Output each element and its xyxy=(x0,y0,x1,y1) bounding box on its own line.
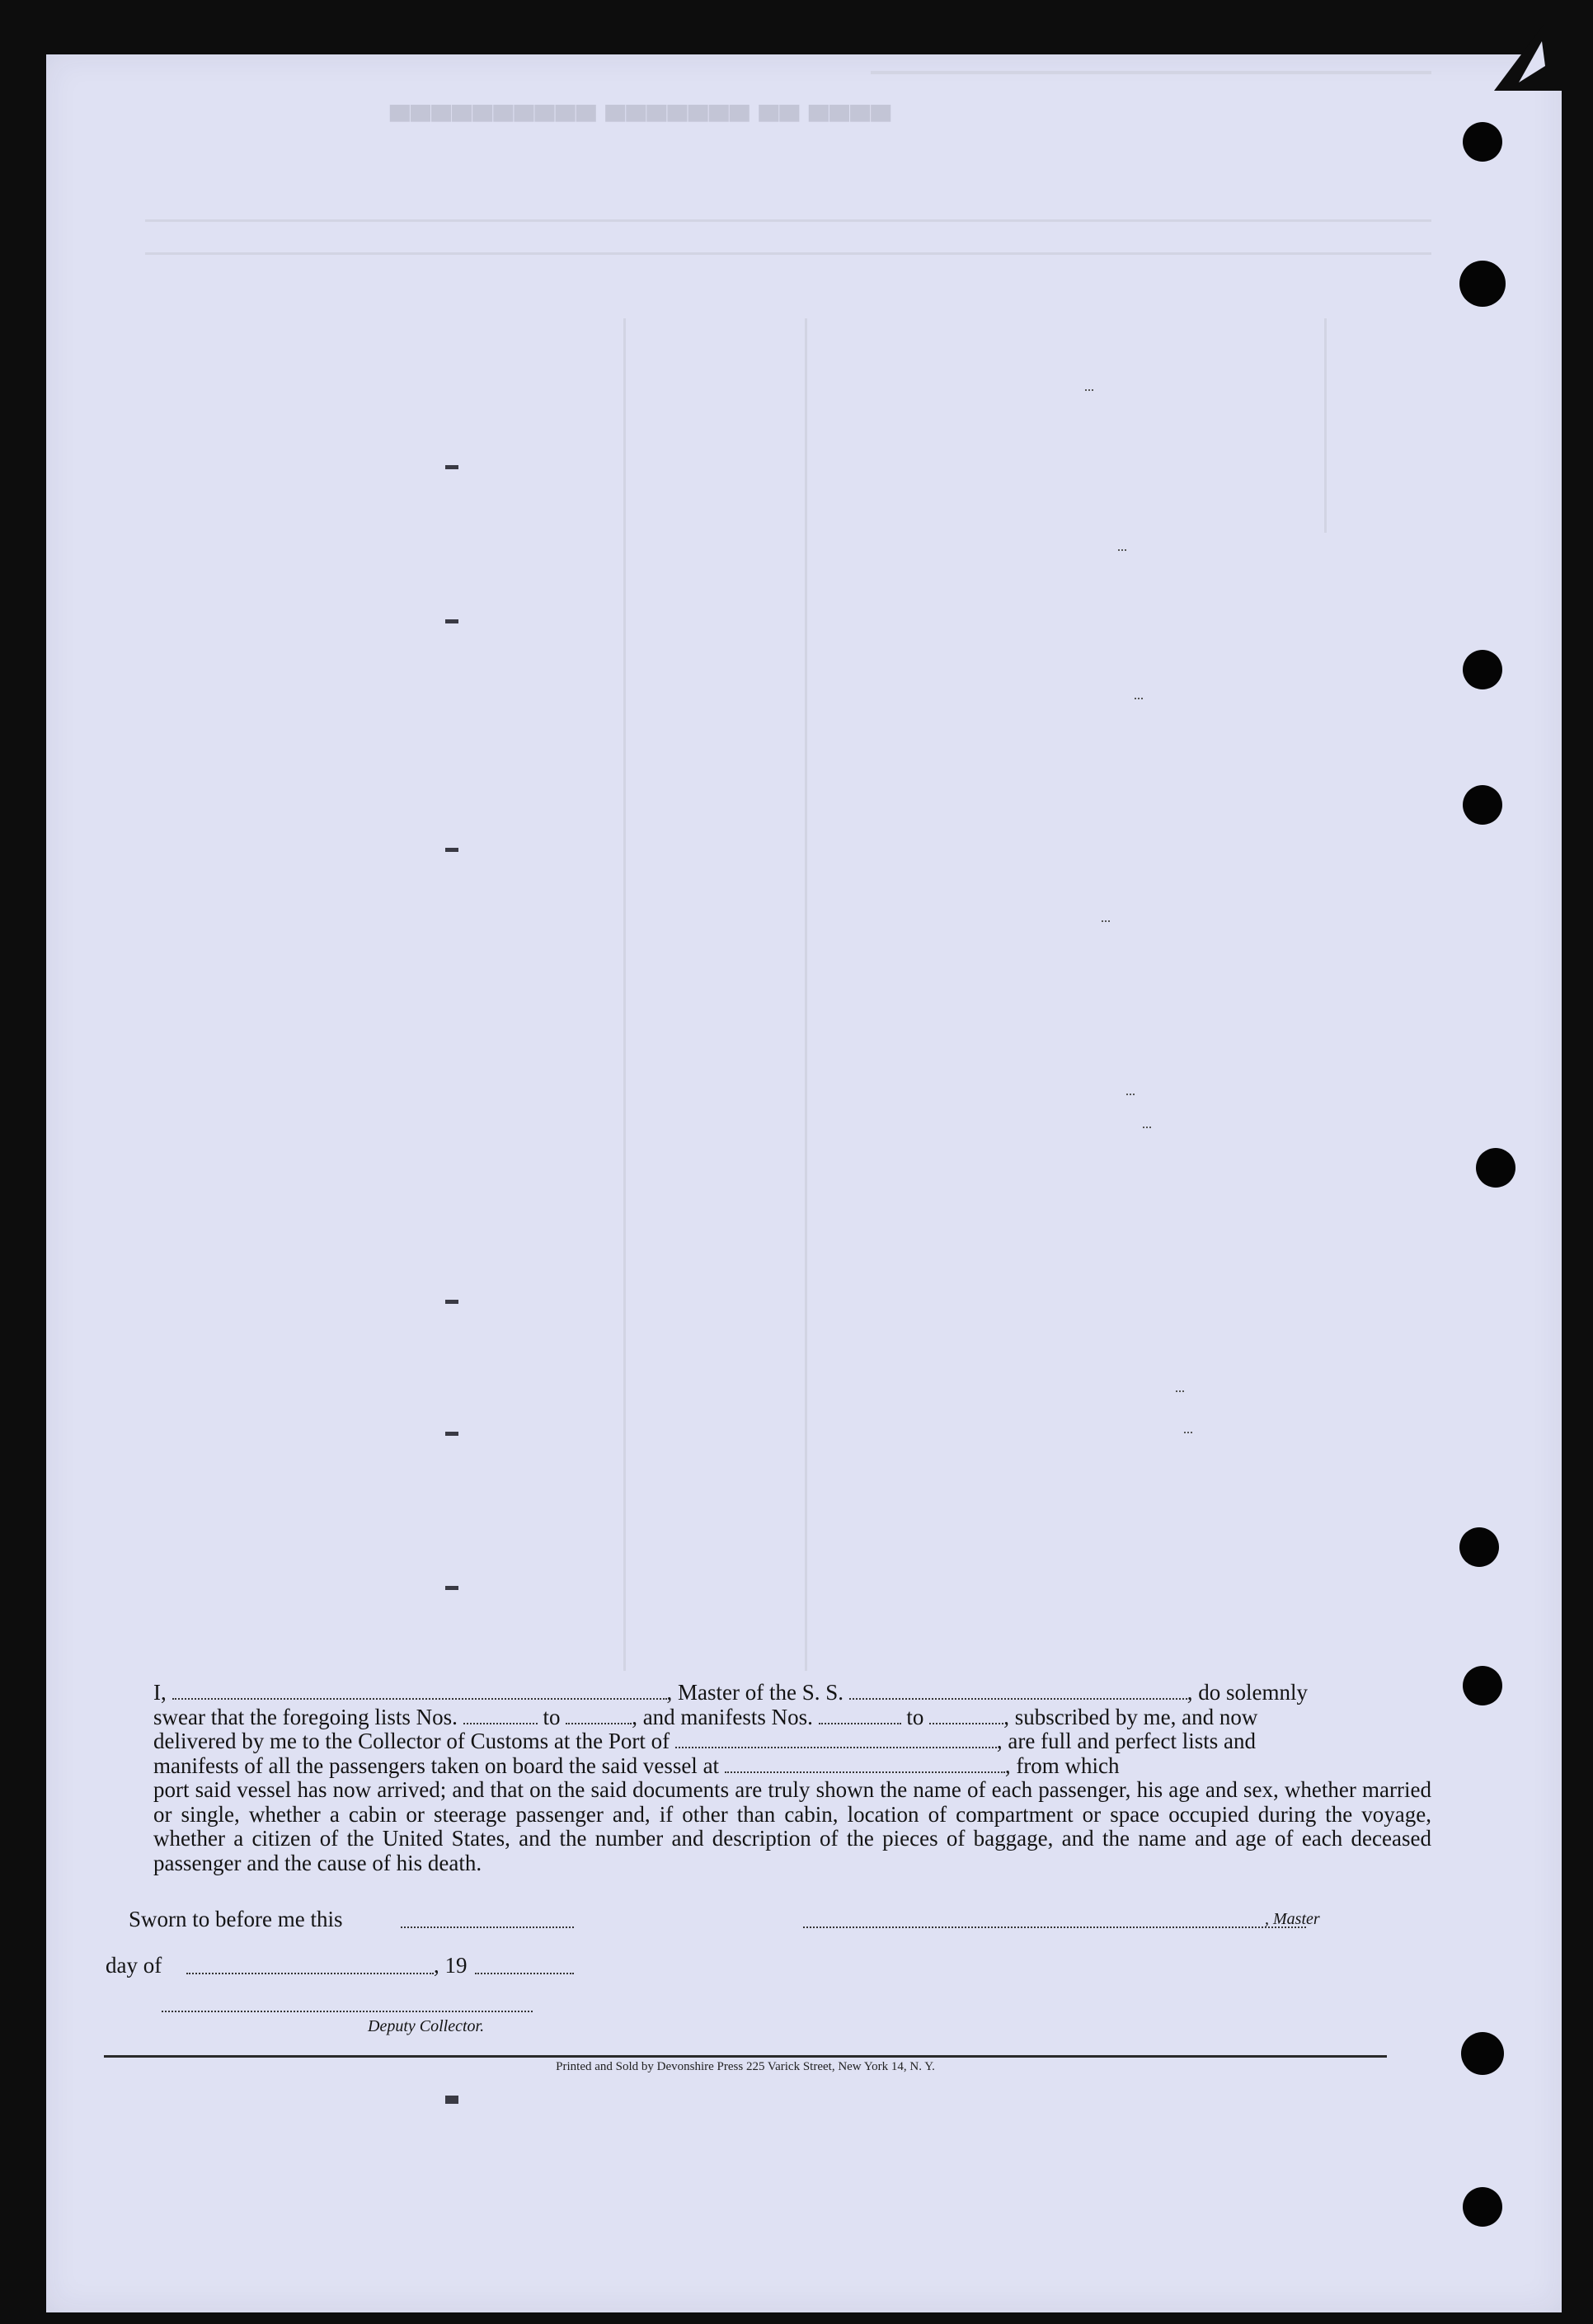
punch-hole xyxy=(1459,1527,1499,1567)
oath-text: to xyxy=(543,1704,561,1729)
oath-text: port said vessel has now arrived; and that on the said documents are truly shown the name of each passenger, his age and sex, whether married or single, whether a cabin or steerage passenger and, if other than cabin, location of compartment or space occupied during the voyage, whether a citizen of the United States, and the number and description of the pieces of baggage, and the name and age of each deceased passenger and the cause of his death. xyxy=(153,1777,1431,1875)
bleedthrough-dot xyxy=(1135,698,1143,699)
bleedthrough-line xyxy=(871,71,1431,74)
bleedthrough-dash xyxy=(445,619,458,623)
printer-imprint: Printed and Sold by Devonshire Press 225 Varick Street, New York 14, N. Y. xyxy=(556,2060,935,2073)
bleedthrough-dot xyxy=(1184,1432,1192,1433)
oath-text: , do solemnly xyxy=(1187,1680,1308,1705)
bleedthrough-dot xyxy=(1176,1390,1184,1392)
bleedthrough-line xyxy=(805,318,807,1671)
deputy-signature-blank xyxy=(162,2011,533,2012)
ship-name-blank xyxy=(849,1682,1187,1700)
manifest-from-blank xyxy=(819,1706,901,1724)
year-blank xyxy=(475,1973,574,1974)
bleedthrough-dash xyxy=(445,2100,458,2104)
bleedthrough-dot xyxy=(1118,549,1126,551)
punch-hole xyxy=(1463,1666,1502,1705)
oath-text: , Master of the S. S. xyxy=(666,1680,843,1705)
bleedthrough-dash xyxy=(445,2096,458,2100)
torn-corner xyxy=(1494,25,1593,91)
sworn-label: Sworn to before me this xyxy=(129,1907,343,1931)
bleedthrough-dash xyxy=(445,1300,458,1304)
punch-hole xyxy=(1463,122,1502,162)
day-of-label: day of xyxy=(106,1953,162,1978)
bleedthrough-dot xyxy=(1102,920,1110,922)
oath-text: delivered by me to the Collector of Customs at the Port of xyxy=(153,1729,670,1753)
punch-hole xyxy=(1463,2187,1502,2227)
bleedthrough-line xyxy=(1324,318,1327,533)
manifest-to-blank xyxy=(929,1706,1003,1724)
list-from-blank xyxy=(463,1706,538,1724)
master-label: , Master xyxy=(1265,1910,1320,1928)
year-prefix: , 19 xyxy=(434,1953,468,1978)
oath-text: , subscribed by me, and now xyxy=(1003,1704,1258,1729)
deputy-collector-label: Deputy Collector. xyxy=(368,2017,485,2035)
punch-hole xyxy=(1461,2032,1504,2075)
sworn-date-blank xyxy=(401,1926,574,1928)
oath-text: , are full and perfect lists and xyxy=(996,1729,1257,1753)
oath-text: I, xyxy=(153,1680,167,1705)
month-blank xyxy=(186,1973,434,1974)
bleedthrough-dot xyxy=(1143,1127,1151,1128)
bleedthrough-dot xyxy=(1085,389,1093,391)
bleedthrough-dot xyxy=(1126,1094,1135,1095)
punch-hole xyxy=(1459,261,1506,307)
master-oath-paragraph xyxy=(153,1681,1431,1875)
departure-port-blank xyxy=(725,1755,1005,1773)
oath-text: , and manifests Nos. xyxy=(632,1704,813,1729)
oath-text: , from which xyxy=(1004,1752,1120,1778)
bleedthrough-dash xyxy=(445,465,458,469)
bleedthrough-dash xyxy=(445,1586,458,1590)
master-name-blank xyxy=(172,1682,667,1700)
list-to-blank xyxy=(566,1706,632,1724)
bleedthrough-line xyxy=(145,252,1431,255)
punch-hole xyxy=(1463,650,1502,689)
oath-text: manifests of all the passengers taken on board the said vessel at xyxy=(153,1752,720,1778)
bleedthrough-line xyxy=(623,318,626,1671)
document-page xyxy=(46,54,1562,2312)
master-signature-blank xyxy=(803,1926,1306,1928)
bleedthrough-line xyxy=(145,219,1431,222)
footer-rule xyxy=(104,2055,1387,2058)
oath-text: swear that the foregoing lists Nos. xyxy=(153,1704,458,1729)
oath-text: to xyxy=(906,1704,924,1729)
punch-hole xyxy=(1476,1148,1515,1188)
port-blank xyxy=(675,1730,997,1748)
bleedthrough-heading: ▀▀▀▀ ▀▀ ▀▀▀▀▀▀▀ ▀▀▀▀▀▀▀▀▀▀ xyxy=(388,106,891,137)
bleedthrough-dash xyxy=(445,848,458,852)
bleedthrough-dash xyxy=(445,1432,458,1436)
punch-hole xyxy=(1463,785,1502,825)
